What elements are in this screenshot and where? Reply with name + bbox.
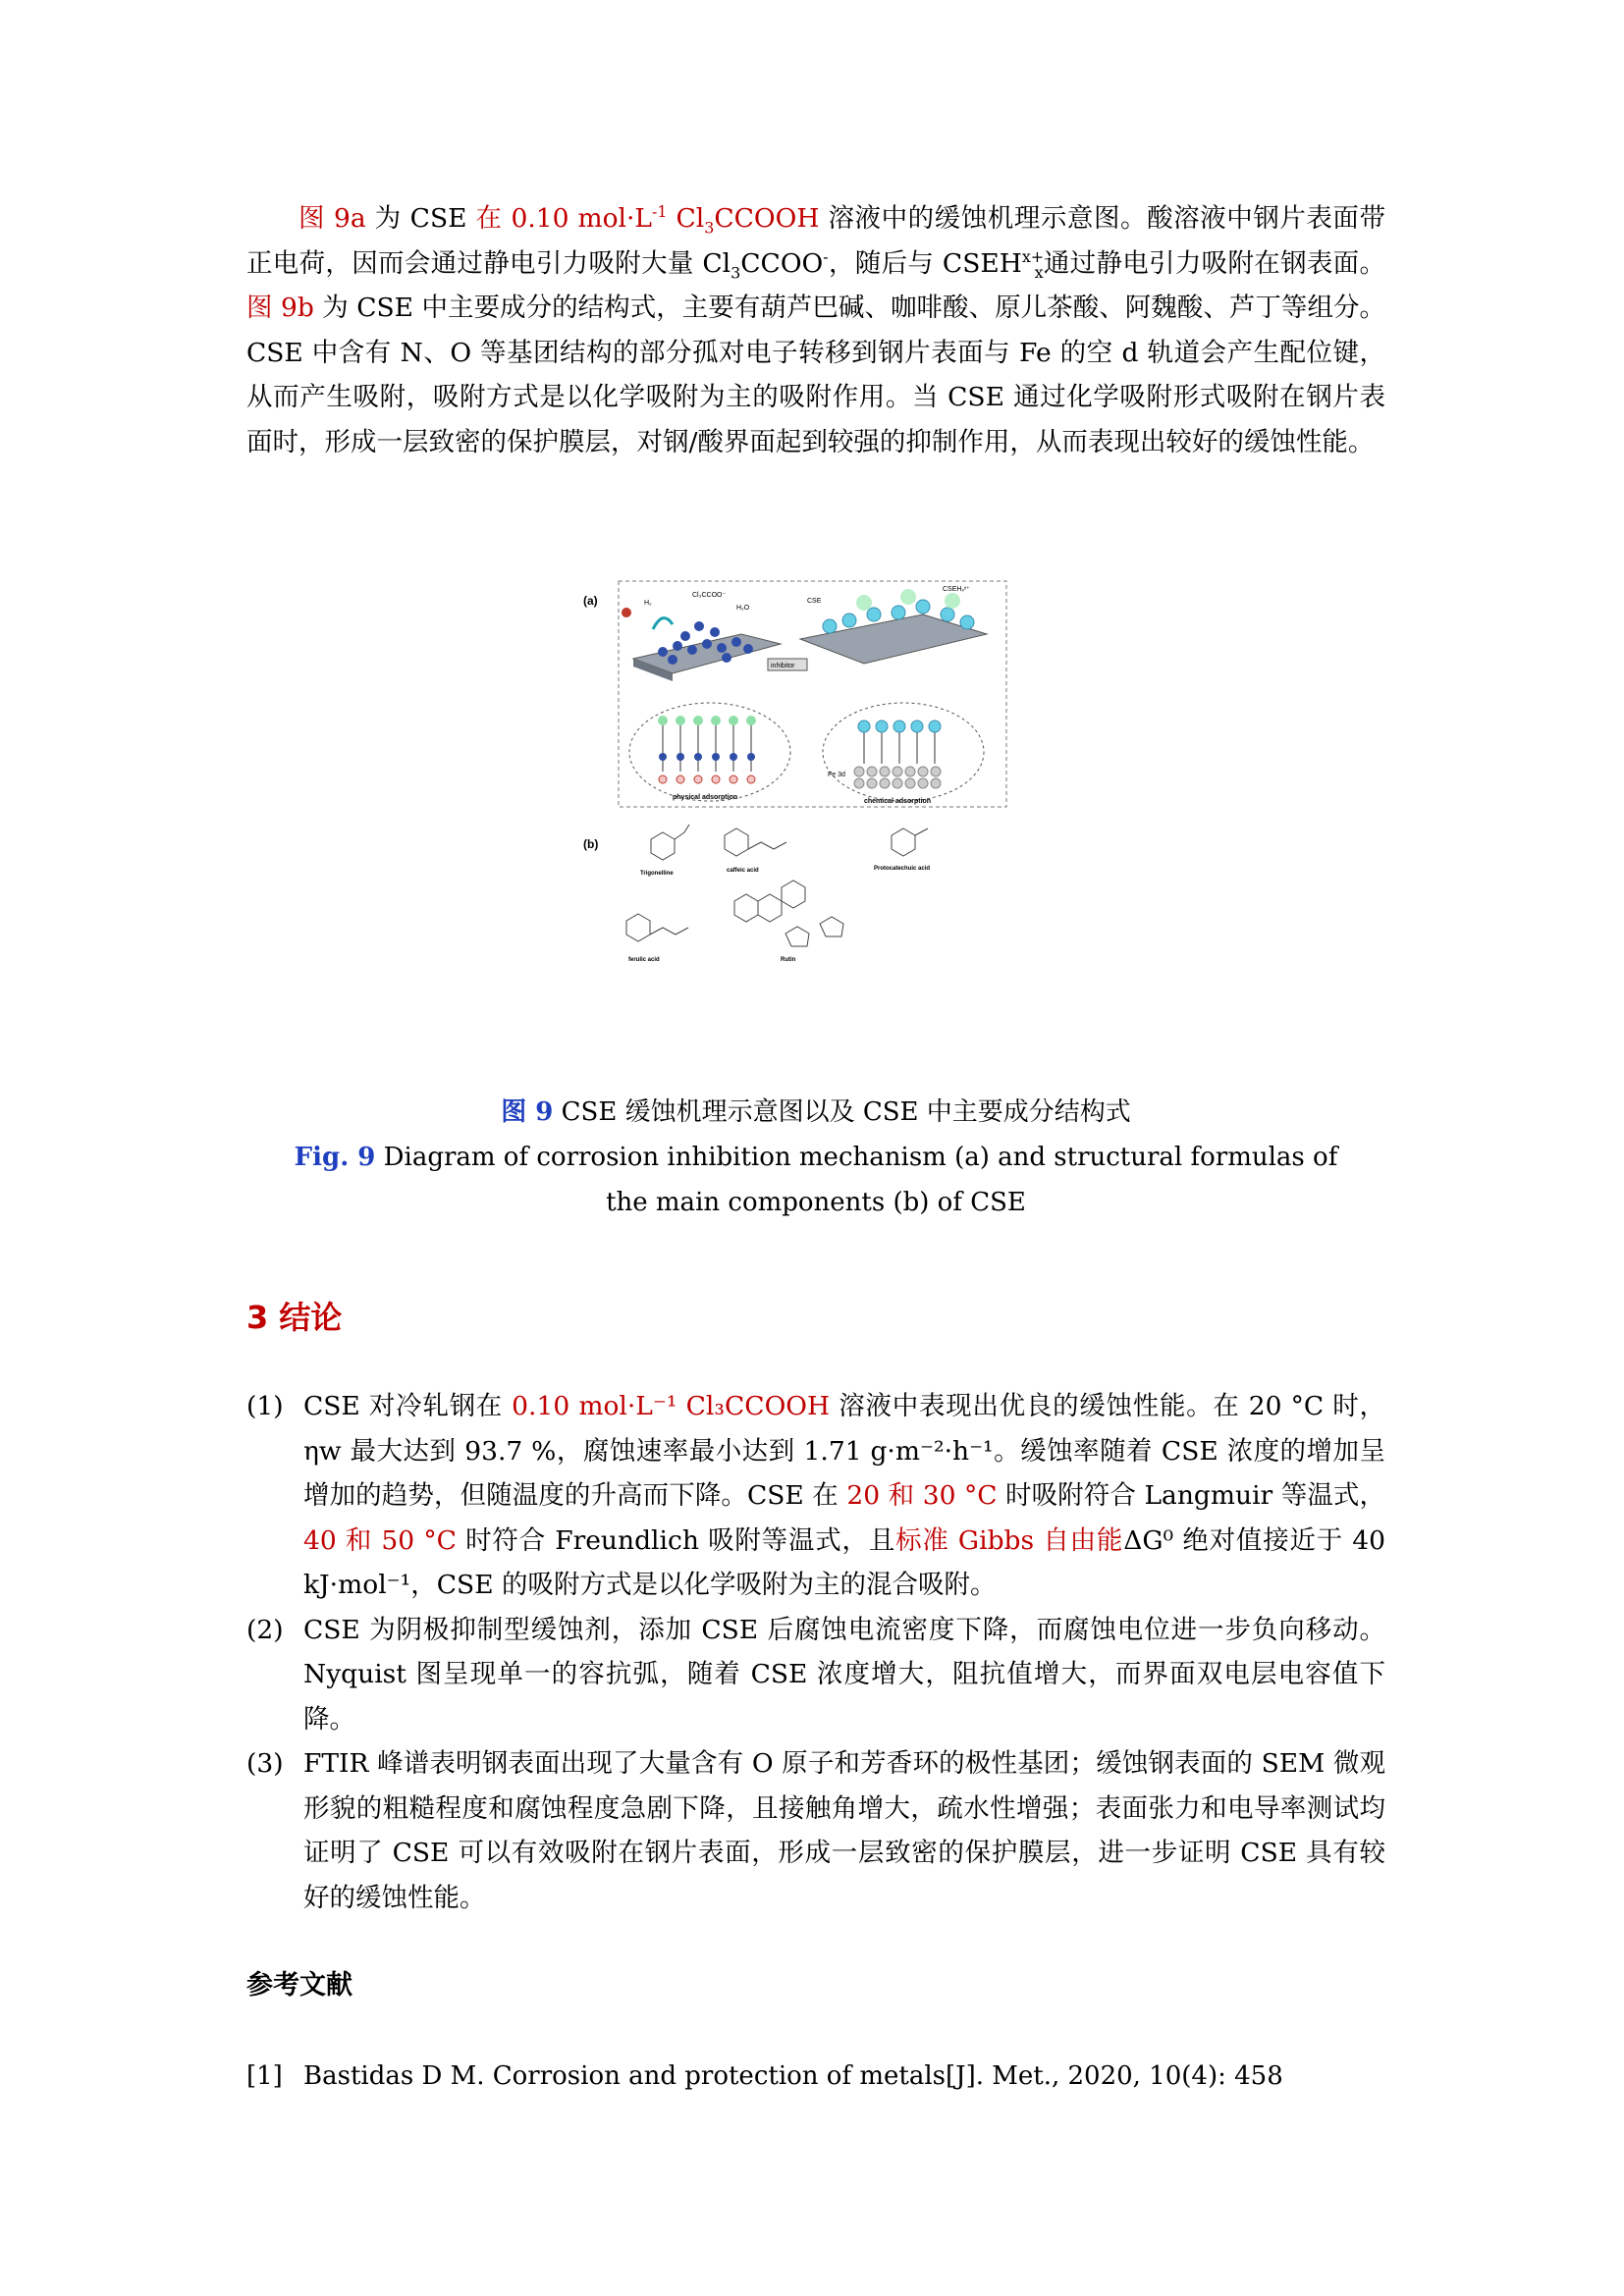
- text: 20 和 30 °C: [846, 1480, 998, 1511]
- text: 3: [704, 218, 715, 238]
- text: ，随后与 CSEH: [828, 247, 1022, 279]
- structure-ferulic-acid: [626, 914, 688, 941]
- text: x: [1034, 262, 1044, 282]
- text: CCOOH: [714, 203, 820, 234]
- fig-ref[interactable]: 图 9b: [246, 293, 314, 323]
- text: CCOO: [740, 247, 824, 279]
- structure-trigonelline: [651, 825, 689, 860]
- text: -1: [652, 202, 668, 222]
- caption-text: CSE 缓蚀机理示意图以及 CSE 中主要成分结构式: [553, 1097, 1131, 1127]
- structure-caffeic-acid: [725, 828, 786, 856]
- text: 3: [731, 262, 741, 282]
- text: 在: [475, 203, 503, 234]
- label-protocatechuic-acid: Protocatechuic acid: [874, 866, 931, 872]
- label-caffeic-acid: caffeic acid: [727, 868, 759, 874]
- figure-9: [579, 575, 1011, 1017]
- text: x+: [1021, 246, 1045, 266]
- label-fe3d: Fe 3d: [828, 772, 845, 778]
- list-number: (1): [246, 1391, 284, 1421]
- text: ΔG⁰ 绝对值接近于 40 kJ·mol⁻¹，CSE 的吸附方式是以化学吸附为主的混合吸附。: [303, 1524, 1385, 1600]
- list-text: [303, 1384, 1385, 1608]
- label-chemical-adsorption: chemical adsorption: [864, 798, 932, 805]
- reference-number: [1]: [246, 2061, 283, 2091]
- hydrogen-arrow: [653, 618, 673, 629]
- caption-text: Diagram of corrosion inhibition mechanism (a) and structural formulas of the main components (b) of CSE: [375, 1143, 1338, 1217]
- text: -: [823, 246, 829, 266]
- chemical-adsorption-zoom: [823, 703, 984, 801]
- list-text: CSE 为阴极抑制型缓蚀剂，添加 CSE 后腐蚀电流密度下降，而腐蚀电位进一步负向移动。Nyquist 图呈现单一的容抗弧，随着 CSE 浓度增大，阻抗值增大，而界面双电层电容值下降。: [303, 1614, 1385, 1735]
- text: 通过静电引力吸附在钢表面。: [1043, 247, 1385, 279]
- text: Cl: [667, 203, 705, 234]
- label-physical-adsorption: physical adsorption: [673, 794, 738, 801]
- panel-b-label: (b): [583, 837, 599, 851]
- chemical-adsorption-molecules: [854, 721, 941, 788]
- list-item: [246, 1608, 1385, 1742]
- text: 0.10 mol·L⁻¹ Cl₃CCOOH: [512, 1391, 831, 1421]
- label-trigonelline: Trigonelline: [640, 871, 674, 877]
- label-inhibitor: inhibitor: [771, 663, 795, 669]
- text: CSE 对冷轧钢在: [303, 1391, 513, 1421]
- label-h2: H₂: [644, 600, 652, 607]
- label-rutin: Rutin: [781, 957, 796, 963]
- text: 为 CSE 中主要成分的结构式，主要有葫芦巴碱、咖啡酸、原儿茶酸、阿魏酸、芦丁等组分。CSE 中含有 N、O 等基团结构的部分孤对电子转移到钢片表面与 Fe 的空 d 轨道会产生配位键，从而产生吸附，吸附方式是以化学吸附为主的吸附作用。当 CSE 通过化学吸附形式吸附在钢片表面时，形成一层致密的保护膜层，对钢/酸界面起到较强的抑制作用，从而表现出较好的缓蚀性能。: [246, 293, 1386, 457]
- text: 40 和 50 °C: [303, 1524, 457, 1556]
- text: 溶液中的缓蚀机理示意图。酸溶液中钢片表面带正电荷，因而会通过静电引力吸附大量 Cl: [246, 203, 1385, 279]
- caption-label: 图 9: [501, 1097, 554, 1127]
- fig-ref[interactable]: 图 9a: [298, 203, 366, 234]
- structure-rutin: [734, 881, 843, 946]
- text: 时符合 Freundlich 吸附等温式，且: [456, 1524, 896, 1556]
- structure-protocatechuic-acid: [892, 828, 928, 856]
- label-ferulic-acid: ferulic acid: [628, 957, 660, 963]
- section-heading: 3 结论: [246, 1299, 343, 1336]
- label-cl3ccoo: Cl₃CCOO⁻: [692, 592, 727, 599]
- label-cseh: CSEHₓˣ⁺: [943, 586, 970, 593]
- physical-adsorption-zoom: [629, 703, 790, 801]
- list-number: (2): [246, 1614, 284, 1645]
- text: 0.10 mol·L: [502, 203, 653, 234]
- figure-caption-cn: [246, 1090, 1385, 1135]
- list-item: [246, 1741, 1385, 1920]
- label-h2o: H₂O: [736, 605, 750, 612]
- panel-a-label: (a): [583, 594, 598, 608]
- text: 为 CSE: [365, 203, 476, 234]
- physical-adsorption-molecules: [658, 716, 756, 783]
- figure-caption-en: [246, 1135, 1385, 1225]
- text: 溶液中表现出优良的缓蚀性能。在 20 °C 时，ηw 最大达到 93.7 %，腐蚀速率最小达到 1.71 g·m⁻²·h⁻¹。缓蚀率随着 CSE 浓度的增加呈增加的趋势，但随温度的升高而下降。CSE 在: [303, 1391, 1386, 1511]
- body-paragraph: [246, 196, 1385, 464]
- list-text: FTIR 峰谱表明钢表面出现了大量含有 O 原子和芳香环的极性基团；缓蚀钢表面的 SEM 微观形貌的粗糙程度和腐蚀程度急剧下降，且接触角增大，疏水性增强；表面张力和电导率测试均证明了 CSE 可以有效吸附在钢片表面，形成一层致密的保护膜层，进一步证明 CSE 具有较好的缓蚀性能。: [303, 1748, 1385, 1913]
- iron-ion: [622, 608, 631, 617]
- reference-text: Bastidas D M. Corrosion and protection of metals[J]. Met., 2020, 10(4): 458: [303, 2061, 1283, 2091]
- caption-label: Fig. 9: [294, 1143, 376, 1172]
- list-number: (3): [246, 1748, 284, 1779]
- references-heading: 参考文献: [246, 1970, 352, 2001]
- reference-item: [246, 2056, 1283, 2096]
- conclusion-list: [246, 1384, 1385, 1920]
- text: 时吸附符合 Langmuir 等温式，: [997, 1480, 1385, 1511]
- list-item: [246, 1384, 1385, 1608]
- label-cse: CSE: [807, 598, 822, 605]
- text: 标准 Gibbs 自由能: [895, 1524, 1124, 1556]
